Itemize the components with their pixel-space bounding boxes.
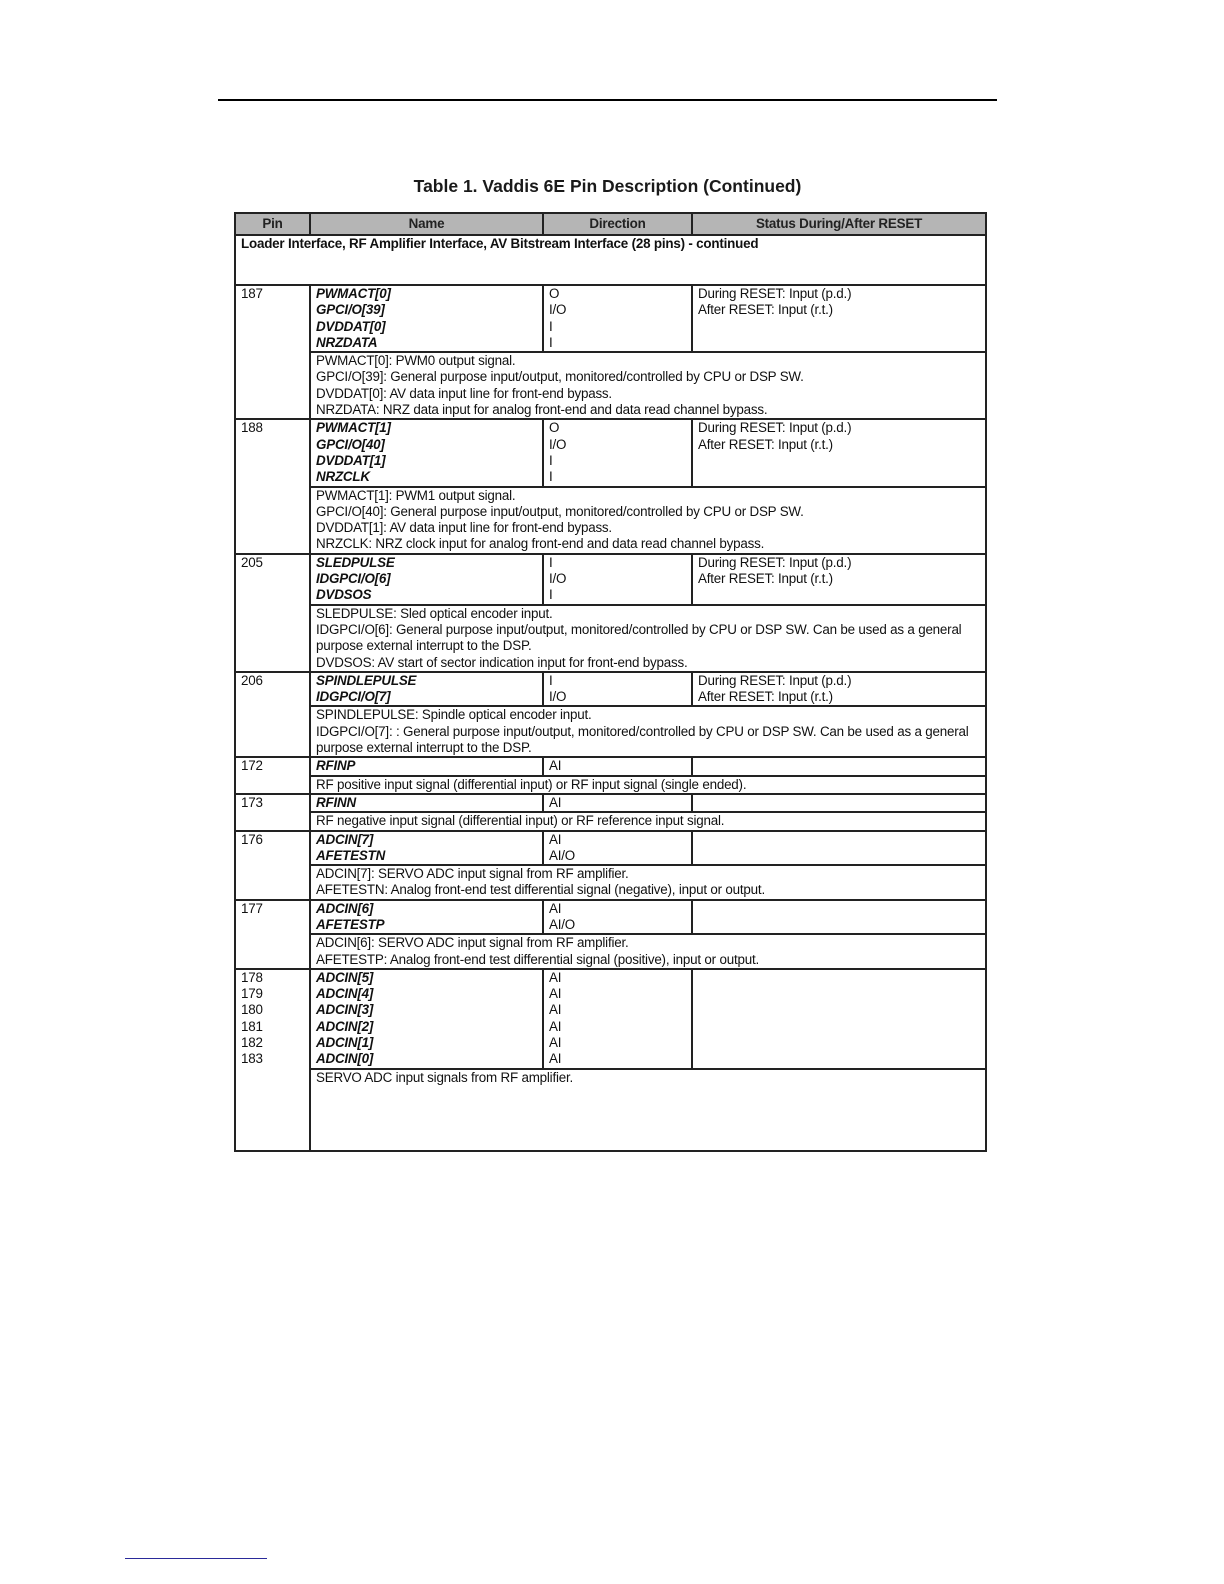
direction-cell	[543, 831, 692, 866]
description-cell	[310, 776, 986, 794]
section-row	[235, 235, 986, 285]
signal-direction: O	[549, 286, 560, 301]
signal-name: NRZDATA	[316, 334, 378, 350]
signal-name-cell	[310, 969, 543, 1069]
pin-row	[235, 672, 986, 707]
signal-direction: I	[549, 334, 553, 350]
section-title: Loader Interface, RF Amplifier Interface, AV Bitstream Interface (28 pins) - continued	[235, 235, 986, 285]
description-row	[235, 934, 986, 969]
reset-status-cell	[692, 831, 986, 866]
signal-name-cell	[310, 757, 543, 775]
reset-status: After RESET: Input (r.t.)	[698, 689, 833, 705]
signal-direction: AI	[549, 794, 562, 810]
direction-cell	[543, 757, 692, 775]
signal-name-cell	[310, 285, 543, 352]
signal-name: SPINDLEPULSE	[316, 672, 417, 688]
signal-direction: I/O	[549, 571, 567, 587]
description-row	[235, 487, 986, 554]
reset-status: After RESET: Input (r.t.)	[698, 436, 833, 452]
signal-direction: AI	[549, 1035, 562, 1051]
description-row	[235, 865, 986, 900]
pin-number: 177	[241, 900, 263, 916]
signal-name-cell	[310, 554, 543, 605]
signal-name-cell	[310, 419, 543, 486]
signal-description: GPCI/O[39]: General purpose input/output, monitored/controlled by CPU or DSP SW.	[316, 369, 804, 385]
signal-description: PWMACT[1]: PWM1 output signal.	[316, 487, 516, 503]
signal-name-cell	[310, 794, 543, 812]
direction-cell	[543, 554, 692, 605]
description-row	[235, 776, 986, 794]
table-header-row	[235, 213, 986, 235]
description-cell	[310, 352, 986, 419]
description-cell	[310, 812, 986, 830]
signal-name: DVDDAT[1]	[316, 452, 386, 468]
signal-description: SLEDPULSE: Sled optical encoder input.	[316, 605, 553, 621]
description-row	[235, 605, 986, 672]
pin-number-cell	[235, 794, 310, 831]
signal-description: RF positive input signal (differential input) or RF input signal (single ended).	[316, 776, 747, 792]
signal-name: PWMACT[0]	[316, 286, 391, 301]
signal-description: ADCIN[6]: SERVO ADC input signal from RF amplifier.	[316, 935, 629, 951]
signal-description: DVDSOS: AV start of sector indication input for front-end bypass.	[316, 654, 688, 670]
signal-name: RFINP	[316, 758, 356, 774]
reset-status: During RESET: Input (p.d.)	[698, 286, 852, 301]
signal-description: SERVO ADC input signals from RF amplifier.	[316, 1069, 574, 1085]
direction-cell	[543, 969, 692, 1069]
signal-direction: AI	[549, 758, 562, 774]
description-cell	[310, 487, 986, 554]
signal-direction: AI	[549, 1018, 562, 1034]
signal-direction: AI	[549, 969, 562, 985]
description-cell	[310, 865, 986, 900]
signal-direction: AI	[549, 900, 562, 916]
signal-name: DVDDAT[0]	[316, 318, 386, 334]
signal-description: AFETESTP: Analog front-end test differential signal (positive), input or output.	[316, 951, 759, 967]
reset-status-cell	[692, 757, 986, 775]
pin-number-cell	[235, 969, 310, 1151]
description-row	[235, 706, 986, 757]
pin-number: 178	[241, 969, 263, 985]
pin-row	[235, 757, 986, 775]
pin-number-cell	[235, 757, 310, 794]
signal-direction: I	[549, 318, 553, 334]
signal-name: IDGPCI/O[6]	[316, 571, 391, 587]
description-cell	[310, 706, 986, 757]
signal-name: AFETESTN	[316, 847, 386, 863]
signal-name-cell	[310, 672, 543, 707]
signal-direction: AI	[549, 1051, 562, 1067]
signal-name: DVDSOS	[316, 587, 372, 603]
signal-direction: AI	[549, 1002, 562, 1018]
signal-name: ADCIN[4]	[316, 986, 374, 1002]
signal-name: GPCI/O[39]	[316, 302, 385, 318]
direction-cell	[543, 285, 692, 352]
direction-cell	[543, 794, 692, 812]
signal-name-cell	[310, 831, 543, 866]
reset-status: After RESET: Input (r.t.)	[698, 302, 833, 318]
table-caption: Table 1. Vaddis 6E Pin Description (Continued)	[413, 176, 802, 196]
signal-direction: I	[549, 452, 553, 468]
description-row	[235, 352, 986, 419]
description-cell	[310, 605, 986, 672]
signal-description: NRZCLK: NRZ clock input for analog front-end and data read channel bypass.	[316, 536, 765, 552]
pin-row	[235, 419, 986, 486]
signal-name: NRZCLK	[316, 469, 370, 485]
direction-cell	[543, 900, 692, 935]
signal-name: PWMACT[1]	[316, 420, 391, 436]
description-row	[235, 812, 986, 830]
signal-name: SLEDPULSE	[316, 554, 395, 570]
reset-status-cell	[692, 672, 986, 707]
header-direction: Direction	[543, 213, 692, 235]
pin-number: 205	[241, 554, 263, 570]
pin-number-cell	[235, 672, 310, 757]
description-cell	[310, 934, 986, 969]
reset-status-cell	[692, 554, 986, 605]
signal-name: GPCI/O[40]	[316, 436, 385, 452]
signal-name: IDGPCI/O[7]	[316, 689, 391, 705]
signal-name: ADCIN[1]	[316, 1035, 374, 1051]
signal-direction: I	[549, 554, 553, 570]
header-rule	[218, 99, 997, 101]
header-name: Name	[310, 213, 543, 235]
signal-description: IDGPCI/O[7]: : General purpose input/output, monitored/controlled by CPU or DSP SW. Can be used as a general purpose external interrupt to the DSP.	[316, 723, 969, 756]
signal-direction: AI	[549, 831, 562, 847]
signal-direction: I/O	[549, 436, 567, 452]
signal-description: IDGPCI/O[6]: General purpose input/output, monitored/controlled by CPU or DSP SW. Can be used as a general purpose external interrupt to the DSP.	[316, 621, 962, 654]
header-status: Status During/After RESET	[692, 213, 986, 235]
pin-number: 180	[241, 1002, 263, 1018]
description-cell	[310, 1069, 986, 1151]
pin-number-cell	[235, 831, 310, 900]
pin-number: 182	[241, 1035, 263, 1051]
pin-description-table	[234, 212, 987, 1152]
reset-status: During RESET: Input (p.d.)	[698, 554, 852, 570]
signal-direction: I/O	[549, 689, 567, 705]
signal-direction: AI	[549, 986, 562, 1002]
reset-status: During RESET: Input (p.d.)	[698, 420, 852, 436]
signal-name: RFINN	[316, 794, 356, 810]
signal-description: DVDDAT[1]: AV data input line for front-end bypass.	[316, 520, 612, 536]
signal-direction: O	[549, 420, 560, 436]
signal-direction: I	[549, 672, 553, 688]
pin-row	[235, 969, 986, 1069]
pin-row	[235, 554, 986, 605]
reset-status-cell	[692, 900, 986, 935]
signal-description: GPCI/O[40]: General purpose input/output, monitored/controlled by CPU or DSP SW.	[316, 503, 804, 519]
direction-cell	[543, 672, 692, 707]
pin-number: 183	[241, 1051, 263, 1067]
description-row	[235, 1069, 986, 1151]
reset-status: During RESET: Input (p.d.)	[698, 672, 852, 688]
pin-number-cell	[235, 554, 310, 672]
signal-description: SPINDLEPULSE: Spindle optical encoder input.	[316, 707, 592, 723]
signal-direction: I	[549, 587, 553, 603]
signal-name: ADCIN[0]	[316, 1051, 374, 1067]
signal-description: ADCIN[7]: SERVO ADC input signal from RF amplifier.	[316, 866, 629, 882]
direction-cell	[543, 419, 692, 486]
pin-number-cell	[235, 419, 310, 553]
signal-name: ADCIN[7]	[316, 831, 374, 847]
signal-name: ADCIN[2]	[316, 1018, 374, 1034]
signal-name: ADCIN[3]	[316, 1002, 374, 1018]
signal-direction: I/O	[549, 302, 567, 318]
reset-status-cell	[692, 285, 986, 352]
pin-number: 173	[241, 794, 263, 810]
pin-row	[235, 900, 986, 935]
footnote-rule	[125, 1558, 267, 1559]
signal-name: ADCIN[5]	[316, 969, 374, 985]
pin-number: 188	[241, 420, 263, 436]
pin-row	[235, 285, 986, 352]
pin-number-cell	[235, 900, 310, 969]
signal-description: RF negative input signal (differential input) or RF reference input signal.	[316, 813, 725, 829]
signal-name-cell	[310, 900, 543, 935]
signal-description: NRZDATA: NRZ data input for analog front-end and data read channel bypass.	[316, 402, 768, 418]
pin-number: 187	[241, 286, 263, 301]
signal-direction: I	[549, 469, 553, 485]
signal-description: AFETESTN: Analog front-end test differential signal (negative), input or output.	[316, 882, 765, 898]
pin-number: 176	[241, 831, 263, 847]
pin-number: 181	[241, 1018, 263, 1034]
reset-status-cell	[692, 419, 986, 486]
pin-number: 179	[241, 986, 263, 1002]
signal-name: ADCIN[6]	[316, 900, 374, 916]
signal-direction: AI/O	[549, 916, 575, 932]
table-body	[235, 235, 986, 1151]
signal-description: DVDDAT[0]: AV data input line for front-end bypass.	[316, 385, 612, 401]
header-pin: Pin	[235, 213, 310, 235]
pin-number: 172	[241, 758, 263, 774]
pin-row	[235, 831, 986, 866]
pin-number-cell	[235, 285, 310, 419]
signal-description: PWMACT[0]: PWM0 output signal.	[316, 353, 516, 369]
signal-name: AFETESTP	[316, 916, 385, 932]
pin-row	[235, 794, 986, 812]
pin-number: 206	[241, 672, 263, 688]
signal-direction: AI/O	[549, 847, 575, 863]
reset-status-cell	[692, 969, 986, 1069]
reset-status: After RESET: Input (r.t.)	[698, 571, 833, 587]
reset-status-cell	[692, 794, 986, 812]
